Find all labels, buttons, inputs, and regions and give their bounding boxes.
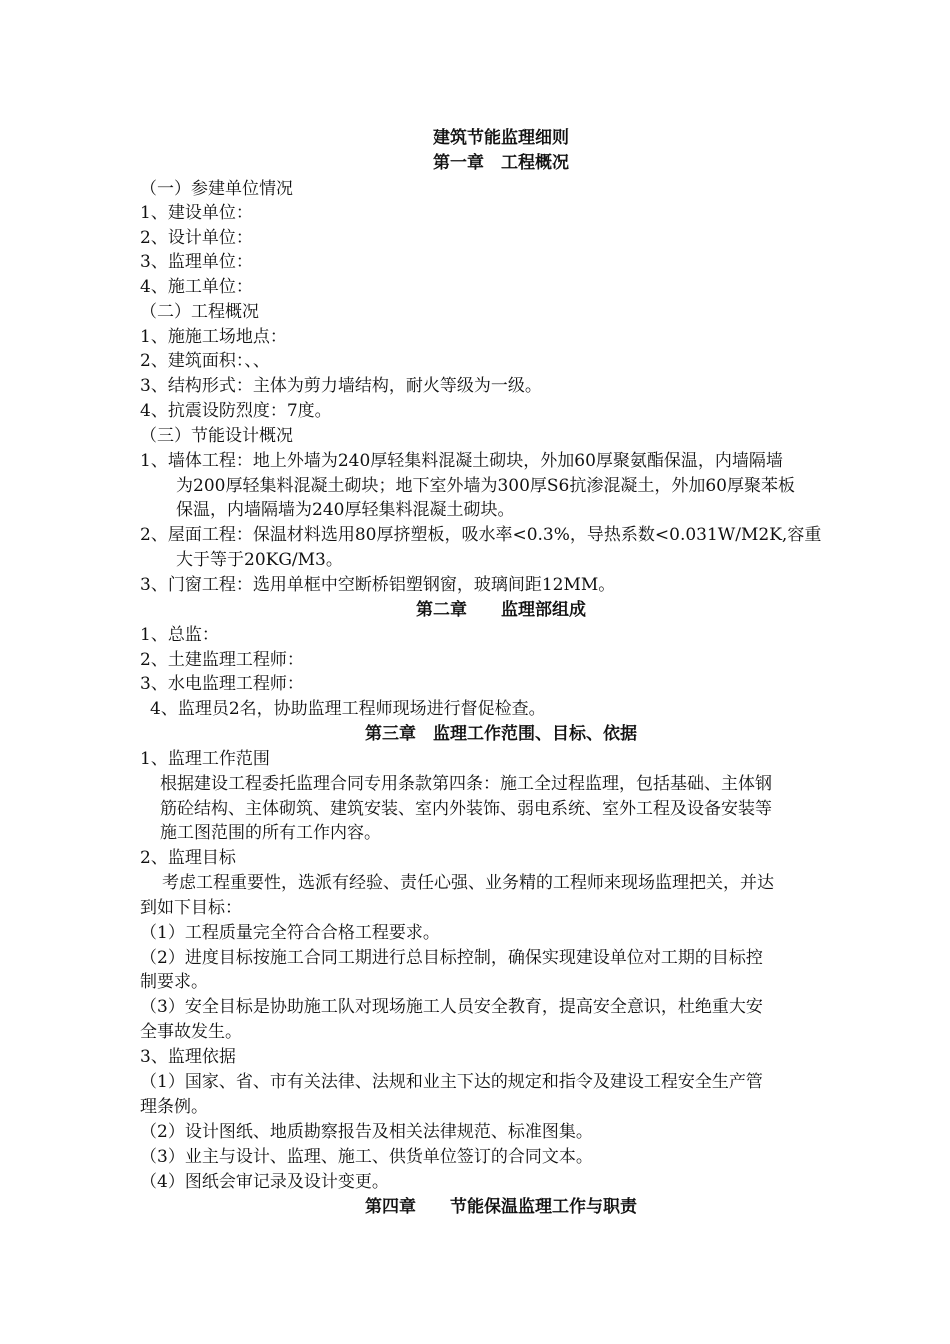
paragraph-line: 筋砼结构、主体砌筑、建筑安装、室内外装饰、弱电系统、室外工程及设备安装等 [160,799,772,819]
list-item: （3）业主与设计、监理、施工、供货单位签订的合同文本。 [140,1147,593,1167]
list-item: （2）设计图纸、地质勘察报告及相关法律规范、标准图集。 [140,1122,593,1142]
paragraph-line: 为200厚轻集料混凝土砌块；地下室外墙为300厚S6抗渗混凝土，外加60厚聚苯板 [176,476,795,496]
paragraph-line: 施工图范围的所有工作内容。 [160,823,381,843]
list-item: 3、结构形式：主体为剪力墙结构，耐火等级为一级。 [140,376,542,396]
list-item: （2）进度目标按施工合同工期进行总目标控制，确保实现建设单位对工期的目标控 [140,948,763,968]
chapter-1-heading: 第一章 工程概况 [433,153,569,173]
paragraph-line: 考虑工程重要性，选派有经验、责任心强、业务精的工程师来现场监理把关，并达 [162,873,774,893]
section-heading: （二）工程概况 [140,302,259,322]
list-item: 4、抗震设防烈度：7度。 [140,401,332,421]
list-item: （1）国家、省、市有关法律、法规和业主下达的规定和指令及建设工程安全生产管 [140,1072,763,1092]
list-item: （3）安全目标是协助施工队对现场施工人员安全教育，提高安全意识，杜绝重大安 [140,997,763,1017]
chapter-4-heading: 第四章 节能保温监理工作与职责 [365,1197,637,1217]
list-item: （1）工程质量完全符合合格工程要求。 [140,923,440,943]
chapter-2-heading: 第二章 监理部组成 [416,600,586,620]
list-item-continuation: 全事故发生。 [140,1022,242,1042]
list-item-continuation: 理条例。 [140,1097,208,1117]
paragraph-line: 1、墙体工程：地上外墙为240厚轻集料混凝土砌块，外加60厚聚氨酯保温，内墙隔墙 [140,451,783,471]
section-heading: （一）参建单位情况 [140,179,293,199]
list-item: （4）图纸会审记录及设计变更。 [140,1172,389,1192]
subsection-heading: 2、监理目标 [140,848,236,868]
paragraph-line: 3、门窗工程：选用单框中空断桥铝塑钢窗，玻璃间距12MM。 [140,575,616,595]
chapter-3-heading: 第三章 监理工作范围、目标、依据 [365,724,637,744]
paragraph-line: 到如下目标： [140,898,242,918]
paragraph-line: 2、屋面工程：保温材料选用80厚挤塑板，吸水率<0.3%，导热系数<0.031W/M2K,容重 [140,525,822,545]
paragraph-line: 大于等于20KG/M3。 [176,550,343,570]
list-item: 2、建筑面积：、、 [140,351,270,371]
document-title: 建筑节能监理细则 [433,128,569,148]
list-item: 3、监理单位： [140,252,253,272]
paragraph-line: 根据建设工程委托监理合同专用条款第四条：施工全过程监理，包括基础、主体钢 [160,774,772,794]
paragraph-line: 保温，内墙隔墙为240厚轻集料混凝土砌块。 [176,500,515,520]
list-item: 1、总监： [140,625,219,645]
subsection-heading: 3、监理依据 [140,1047,236,1067]
subsection-heading: 1、监理工作范围 [140,749,270,769]
list-item: 2、设计单位： [140,228,253,248]
list-item-continuation: 制要求。 [140,972,208,992]
list-item: 4、监理员2名，协助监理工程师现场进行督促检查。 [150,699,546,719]
list-item: 3、水电监理工程师： [140,674,304,694]
list-item: 1、建设单位： [140,203,253,223]
section-heading: （三）节能设计概况 [140,426,293,446]
list-item: 2、土建监理工程师： [140,650,304,670]
list-item: 4、施工单位： [140,277,253,297]
list-item: 1、施施工场地点： [140,327,287,347]
